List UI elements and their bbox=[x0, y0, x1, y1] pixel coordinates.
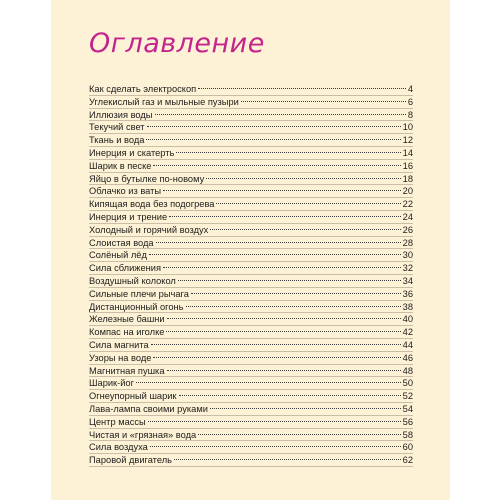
toc-entry bbox=[89, 96, 413, 109]
toc-dot-leader bbox=[169, 216, 400, 217]
toc-entry bbox=[89, 326, 413, 339]
toc-dot-leader bbox=[216, 203, 400, 204]
toc-entry-page-number: 12 bbox=[402, 135, 413, 146]
toc-entry bbox=[89, 454, 413, 467]
book-page bbox=[51, 0, 450, 500]
toc-entry-page-number: 6 bbox=[407, 96, 413, 107]
toc-entry bbox=[89, 403, 413, 416]
toc-entry-title: Дистанционный огонь bbox=[89, 301, 184, 312]
toc-entry bbox=[89, 441, 413, 454]
toc-dot-leader bbox=[136, 382, 401, 383]
toc-dot-leader bbox=[178, 280, 401, 281]
toc-entry-page-number: 42 bbox=[402, 327, 413, 338]
toc-entry-page-number: 50 bbox=[402, 378, 413, 389]
toc-dot-leader bbox=[198, 88, 406, 89]
toc-entry bbox=[89, 275, 413, 288]
toc-entry bbox=[89, 211, 413, 224]
toc-entry-page-number: 56 bbox=[402, 416, 413, 427]
toc-dot-leader bbox=[198, 434, 400, 435]
toc-entry-title: Яйцо в бутылке по-новому bbox=[89, 173, 205, 184]
toc-dot-leader bbox=[163, 190, 401, 191]
toc-entry-page-number: 14 bbox=[402, 147, 413, 158]
toc-entry-title: Углекислый газ и мыльные пузыри bbox=[89, 96, 239, 107]
toc-entry-page-number: 38 bbox=[402, 301, 413, 312]
toc-dot-leader bbox=[174, 459, 401, 460]
toc-entry-page-number: 62 bbox=[402, 455, 413, 466]
toc-entry bbox=[89, 83, 413, 96]
page-title: Оглавление bbox=[89, 28, 265, 59]
toc-entry-title: Паровой двигатель bbox=[89, 455, 172, 466]
toc-entry-title: Ткань и вода bbox=[89, 135, 145, 146]
toc-entry bbox=[89, 224, 413, 237]
toc-entry bbox=[89, 173, 413, 186]
toc-dot-leader bbox=[149, 254, 401, 255]
toc-entry-title: Узоры на воде bbox=[89, 352, 152, 363]
toc-entry-page-number: 54 bbox=[402, 403, 413, 414]
toc-entry-title: Компас на иголке bbox=[89, 327, 165, 338]
toc-entry bbox=[89, 237, 413, 250]
toc-entry bbox=[89, 301, 413, 314]
toc-entry bbox=[89, 249, 413, 262]
toc-entry bbox=[89, 160, 413, 173]
toc-entry bbox=[89, 390, 413, 403]
toc-entry-title: Шарик в песке bbox=[89, 160, 152, 171]
toc-entry-title: Кипящая вода без подогрева bbox=[89, 199, 215, 210]
toc-entry bbox=[89, 429, 413, 442]
toc-entry-page-number: 52 bbox=[402, 391, 413, 402]
toc-entry-title: Инерция и скатерть bbox=[89, 147, 175, 158]
toc-entry-page-number: 22 bbox=[402, 199, 413, 210]
toc-entry-title: Огнеупорный шарик bbox=[89, 391, 177, 402]
toc-dot-leader bbox=[153, 357, 400, 358]
toc-entry-title: Центр массы bbox=[89, 416, 146, 427]
toc-entry-page-number: 8 bbox=[407, 109, 413, 120]
toc-entry-page-number: 44 bbox=[402, 339, 413, 350]
toc-dot-leader bbox=[163, 267, 401, 268]
toc-entry-title: Лава-лампа своими руками bbox=[89, 403, 208, 414]
toc-entry-title: Холодный и горячий воздух bbox=[89, 224, 209, 235]
toc-entry-page-number: 20 bbox=[402, 186, 413, 197]
toc-entry-page-number: 60 bbox=[402, 442, 413, 453]
toc-entry-title: Шарик-йог bbox=[89, 378, 134, 389]
toc-dot-leader bbox=[241, 101, 406, 102]
toc-entry bbox=[89, 147, 413, 160]
toc-dot-leader bbox=[151, 344, 401, 345]
toc-entry-page-number: 28 bbox=[402, 237, 413, 248]
toc-entry-page-number: 10 bbox=[402, 122, 413, 133]
toc-dot-leader bbox=[155, 114, 406, 115]
toc-entry-title: Текучий свет bbox=[89, 122, 145, 133]
toc-entry-title: Инерция и трение bbox=[89, 211, 168, 222]
toc-dot-leader bbox=[147, 126, 401, 127]
toc-entry bbox=[89, 198, 413, 211]
toc-entry bbox=[89, 185, 413, 198]
toc-entry bbox=[89, 262, 413, 275]
toc-entry bbox=[89, 352, 413, 365]
toc-entry-title: Сила воздуха bbox=[89, 442, 148, 453]
toc-entry-title: Сильные плечи рычага bbox=[89, 288, 189, 299]
toc-dot-leader bbox=[176, 152, 400, 153]
toc-dot-leader bbox=[167, 370, 401, 371]
toc-entry bbox=[89, 313, 413, 326]
toc-entry bbox=[89, 377, 413, 390]
toc-entry-title: Сила магнита bbox=[89, 339, 149, 350]
toc-dot-leader bbox=[186, 306, 401, 307]
toc-entry-page-number: 40 bbox=[402, 314, 413, 325]
toc-entry-title: Солёный лёд bbox=[89, 250, 147, 261]
toc-entry-page-number: 32 bbox=[402, 263, 413, 274]
toc-dot-leader bbox=[150, 446, 401, 447]
toc-dot-leader bbox=[210, 229, 400, 230]
toc-entry-title: Как сделать электроскоп bbox=[89, 84, 197, 94]
toc-dot-leader bbox=[206, 178, 400, 179]
toc-entry-page-number: 34 bbox=[402, 275, 413, 286]
toc-entry-page-number: 48 bbox=[402, 365, 413, 376]
toc-entry-page-number: 58 bbox=[402, 429, 413, 440]
toc-entry-page-number: 30 bbox=[402, 250, 413, 261]
toc-entry-title: Чистая и «грязная» вода bbox=[89, 429, 197, 440]
toc-entry bbox=[89, 134, 413, 147]
toc-entry-title: Облачко из ваты bbox=[89, 186, 162, 197]
toc-dot-leader bbox=[167, 318, 401, 319]
toc-entry bbox=[89, 339, 413, 352]
toc-entry-page-number: 36 bbox=[402, 288, 413, 299]
toc-entry-title: Воздушный колокол bbox=[89, 275, 176, 286]
toc-entry-page-number: 16 bbox=[402, 160, 413, 171]
toc-entry bbox=[89, 288, 413, 301]
toc-dot-leader bbox=[210, 408, 401, 409]
toc-entry-title: Магнитная пушка bbox=[89, 365, 165, 376]
toc-entry bbox=[89, 416, 413, 429]
toc-entry-page-number: 26 bbox=[402, 224, 413, 235]
toc-entry bbox=[89, 121, 413, 134]
toc-entry-title: Слоистая вода bbox=[89, 237, 154, 248]
toc-entry-page-number: 4 bbox=[407, 84, 413, 94]
toc-entry-title: Сила сближения bbox=[89, 263, 162, 274]
toc-entry-title: Иллюзия воды bbox=[89, 109, 153, 120]
toc-entry-page-number: 24 bbox=[402, 211, 413, 222]
toc-entry bbox=[89, 365, 413, 378]
toc-entry-title: Железные башни bbox=[89, 314, 165, 325]
toc-dot-leader bbox=[156, 242, 401, 243]
toc-dot-leader bbox=[166, 331, 400, 332]
toc-dot-leader bbox=[153, 165, 400, 166]
toc-entry-page-number: 18 bbox=[402, 173, 413, 184]
toc-entry bbox=[89, 109, 413, 122]
toc-dot-leader bbox=[191, 293, 401, 294]
toc-dot-leader bbox=[179, 395, 401, 396]
table-of-contents bbox=[89, 83, 413, 467]
toc-dot-leader bbox=[148, 421, 401, 422]
toc-dot-leader bbox=[146, 139, 400, 140]
toc-entry-page-number: 46 bbox=[402, 352, 413, 363]
